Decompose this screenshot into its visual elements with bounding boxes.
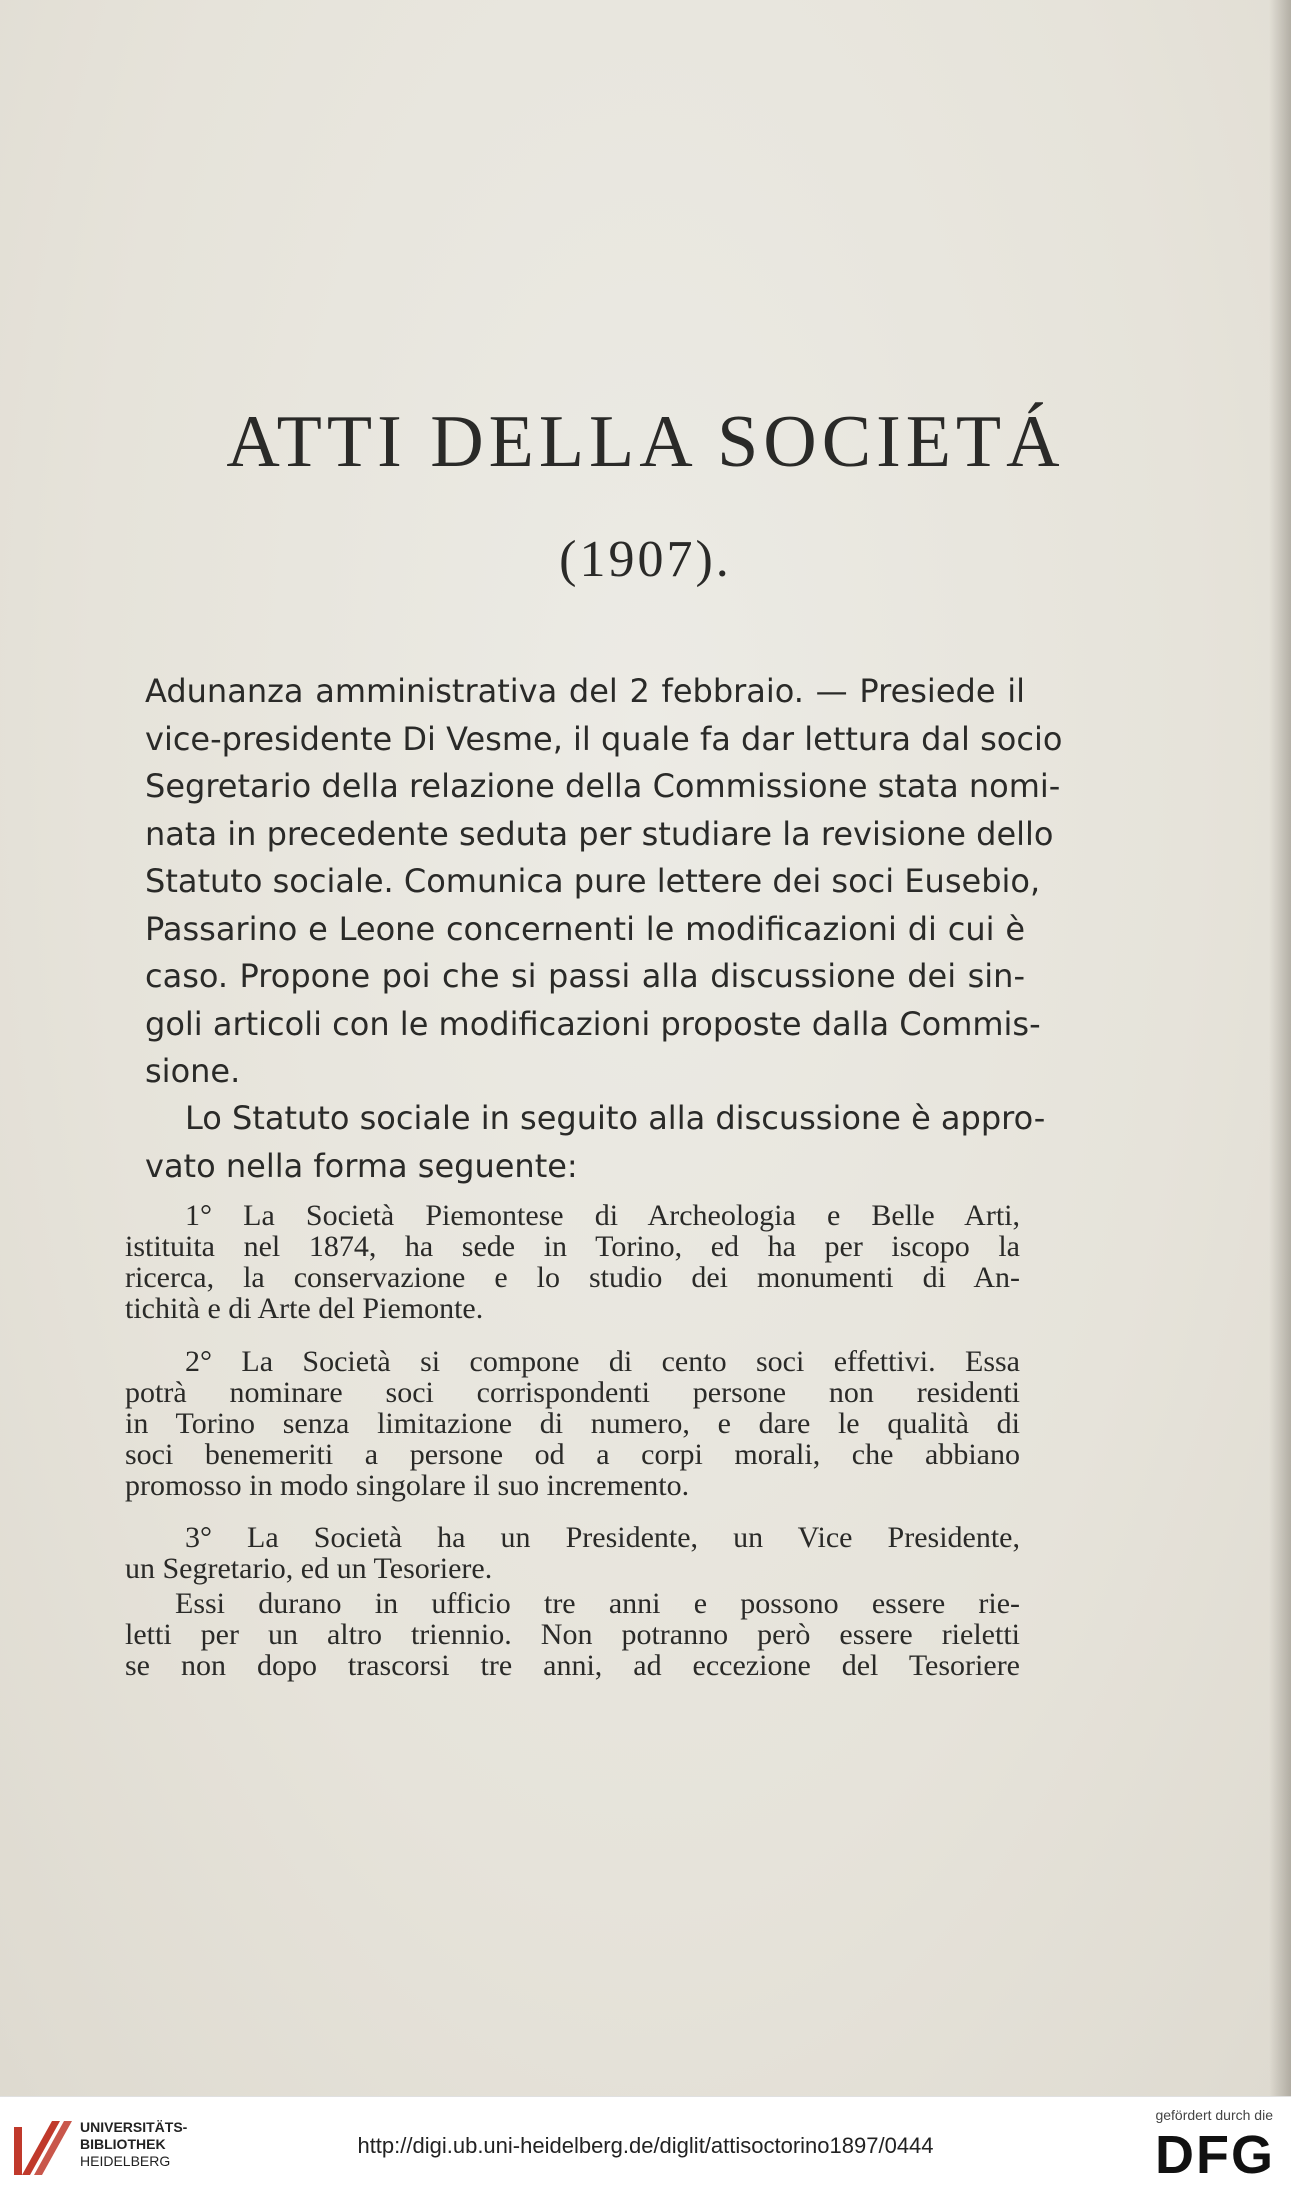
- text-line: caso. Propone poi che si passi alla discussione dei sin-: [145, 957, 1025, 995]
- text-line: potrà nominare soci corrispondenti persone non residenti: [125, 1376, 1020, 1409]
- page-edge-shadow: [1269, 0, 1291, 2096]
- statute-article-2: [125, 1346, 1020, 1501]
- text-line: vice-presidente Di Vesme, il quale fa dar lettura dal socio: [145, 719, 1063, 758]
- text-line: tichità e di Arte del Piemonte.: [125, 1292, 484, 1325]
- funded-by-label: gefördert durch die: [1155, 2107, 1273, 2123]
- statute-article-3-continued: [125, 1588, 1020, 1681]
- library-name-line: UNIVERSITÄTS-: [80, 2119, 188, 2135]
- paragraph-adunanza: [145, 668, 1063, 1096]
- text-line: vato nella forma seguente:: [145, 1146, 578, 1185]
- dfg-logo[interactable]: DFG: [1155, 2125, 1275, 2185]
- paragraph-statuto-intro: [145, 1095, 1046, 1190]
- text-line: un Segretario, ed un Tesoriere.: [125, 1552, 493, 1585]
- text-line: Statuto sociale. Comunica pure lettere dei soci Eusebio,: [145, 862, 1041, 900]
- library-name-line: HEIDELBERG: [80, 2153, 171, 2169]
- text-line: goli articoli con le modificazioni proposte dalla Commis-: [145, 1004, 1041, 1043]
- text-line: nata in precedente seduta per studiare la revisione dello: [145, 814, 1054, 853]
- text-line: 1° La Società Piemontese di Archeologia e Belle Arti,: [185, 1199, 1020, 1232]
- text-line: sione.: [145, 1052, 241, 1090]
- text-line: 2° La Società si compone di cento soci effettivi. Essa: [185, 1345, 1020, 1378]
- permalink-url[interactable]: http://digi.ub.uni-heidelberg.de/diglit/attisoctorino1897/0444: [357, 2133, 934, 2158]
- statute-article-3: [125, 1522, 1020, 1584]
- text-line: Passarino e Leone concernenti le modificazioni di cui è: [145, 909, 1025, 948]
- library-name-line: BIBLIOTHEK: [80, 2136, 166, 2152]
- text-line: Adunanza amministrativa del 2 febbraio. — Presiede il: [145, 672, 1025, 710]
- text-line: se non dopo trascorsi tre anni, ad eccezione del Tesoriere: [125, 1649, 1020, 1682]
- viewer-footer: [0, 2096, 1291, 2194]
- page-title: ATTI DELLA SOCIETÁ: [226, 401, 1065, 483]
- text-line: 3° La Società ha un Presidente, un Vice Presidente,: [185, 1521, 1020, 1554]
- text-line: ricerca, la conservazione e lo studio dei monumenti di An-: [125, 1261, 1020, 1294]
- text-line: in Torino senza limitazione di numero, e dare le qualità di: [125, 1407, 1020, 1440]
- text-line: Essi durano in ufficio tre anni e possono essere rie-: [175, 1587, 1020, 1620]
- page-year: (1907).: [559, 531, 732, 588]
- text-line: soci benemeriti a persone od a corpi morali, che abbiano: [125, 1438, 1020, 1471]
- text-line: Segretario della relazione della Commissione stata nomi-: [145, 767, 1061, 805]
- text-line: promosso in modo singolare il suo incremento.: [125, 1469, 690, 1502]
- text-line: letti per un altro triennio. Non potranno però essere rieletti: [125, 1618, 1020, 1651]
- text-line: istituita nel 1874, ha sede in Torino, ed ha per iscopo la: [125, 1230, 1020, 1263]
- text-line: Lo Statuto sociale in seguito alla discussione è appro-: [185, 1099, 1046, 1137]
- statute-article-1: [125, 1200, 1020, 1324]
